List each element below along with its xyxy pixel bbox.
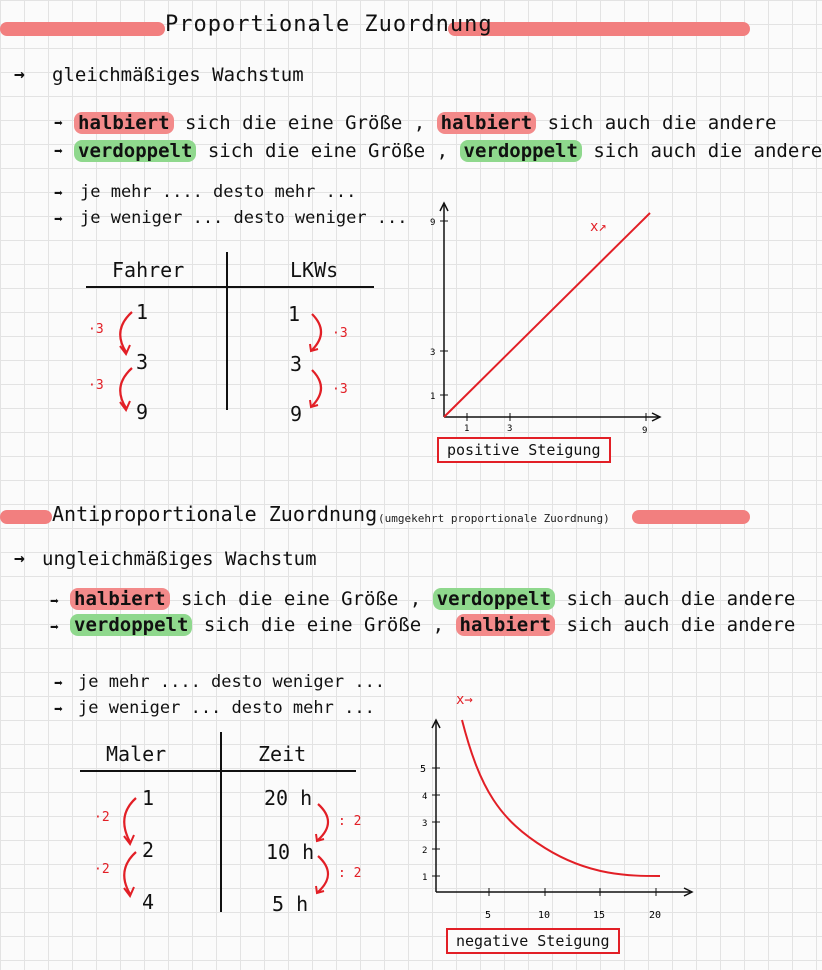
section2-je2: je weniger ... desto mehr ... [78,698,375,718]
x-tick-label: 15 [593,910,606,921]
rule-text: sich auch die andere [566,614,796,636]
table1-factor-left: ·3 [88,378,104,393]
highlight-halbiert: halbiert [70,588,170,610]
y-tick-label: 2 [422,846,428,856]
table2-left-value: 4 [142,890,155,914]
table2-right-value: 10 h [266,840,315,864]
y-tick-label: 9 [430,218,436,228]
rule-text: sich die eine Größe , [180,588,422,610]
table1-right-value: 1 [288,302,301,326]
table1-left-value: 3 [136,350,149,374]
x-tick-label: 5 [485,910,492,921]
highlight-verdoppelt: verdoppelt [460,140,582,162]
highlight-verdoppelt: verdoppelt [433,588,555,610]
table1-right-value: 9 [290,402,303,426]
graph-annotation: x→ [456,692,473,708]
x-tick-label: 9 [642,426,648,436]
highlight-verdoppelt: verdoppelt [70,614,192,636]
section1-bullet: gleichmäßiges Wachstum [52,64,304,86]
table2-header-maler: Maler [106,742,167,766]
highlight-verdoppelt: verdoppelt [74,140,196,162]
bullet-arrow-icon: ➡ [54,700,64,718]
table1-factor-left: ·3 [88,322,104,337]
section2-subtitle: (umgekehrt proportionale Zuordnung) [378,512,610,525]
table2-factor-right: : 2 [338,866,362,881]
highlight-halbiert: halbiert [437,112,537,134]
bullet-arrow-icon: ➡ [50,618,60,636]
rule-text: sich die eine Größe , [184,112,426,134]
label-negative-steigung: negative Steigung [446,928,620,954]
table2-left-value: 1 [142,786,155,810]
rule-text: sich auch die andere [566,588,796,610]
y-tick-label: 4 [422,792,428,802]
curved-arrow-icon [318,856,328,892]
table2-header-zeit: Zeit [258,742,307,766]
section2-je1: je mehr .... desto weniger ... [78,672,386,692]
highlight-halbiert: halbiert [456,614,556,636]
section1-je2: je weniger ... desto weniger ... [80,208,408,228]
graph-annotation: x↗ [590,219,607,235]
table1-right-value: 3 [290,352,303,376]
table1-left-value: 9 [136,400,149,424]
table1-left-value: 1 [136,300,149,324]
table2-right-value: 20 h [264,786,313,810]
table2-factor-left: ·2 [94,810,110,825]
bullet-arrow-icon: ➡ [54,210,64,228]
rule-text: sich auch die andere [593,140,822,162]
table1-header-lkws: LKWs [290,258,339,282]
y-tick-label: 5 [420,764,427,775]
table2-right-value: 5 h [272,892,309,916]
label-positive-steigung: positive Steigung [437,437,611,463]
section2-title: Antiproportionale Zuordnung [52,502,378,526]
table2-factor-left: ·2 [94,862,110,877]
x-tick-label: 3 [507,424,513,434]
curved-arrow-icon [318,804,328,840]
bullet-arrow-icon: ➡ [54,184,64,202]
bullet-arrow-icon: ➡ [54,114,64,132]
table1-factor-right: ·3 [332,326,348,341]
y-tick-label: 1 [422,873,428,883]
section1-je1: je mehr .... desto mehr ... [80,182,357,202]
table2-left-value: 2 [142,838,155,862]
section1-title: Proportionale Zuordnung [165,12,493,37]
x-tick-label: 20 [649,910,662,921]
rule-text: sich die eine Größe , [203,614,445,636]
rule-text: sich auch die andere [547,112,777,134]
highlight-halbiert: halbiert [74,112,174,134]
section2-bullet: ungleichmäßiges Wachstum [42,548,317,570]
x-tick-label: 1 [464,424,470,434]
table2-factor-right: : 2 [338,814,362,829]
bullet-arrow-icon: → [14,64,25,85]
graph-antiproportional [410,680,700,930]
bullet-arrow-icon: → [14,548,25,569]
y-tick-label: 1 [430,392,436,402]
table1-header-fahrer: Fahrer [112,258,185,282]
bullet-arrow-icon: ➡ [54,674,64,692]
rule-text: sich die eine Größe , [207,140,449,162]
y-tick-label: 3 [430,348,436,358]
hyperbola-curve [462,720,660,876]
table1-factor-right: ·3 [332,382,348,397]
bullet-arrow-icon: ➡ [50,592,60,610]
y-tick-label: 3 [422,819,428,829]
bullet-arrow-icon: ➡ [54,142,64,160]
x-tick-label: 10 [538,910,551,921]
